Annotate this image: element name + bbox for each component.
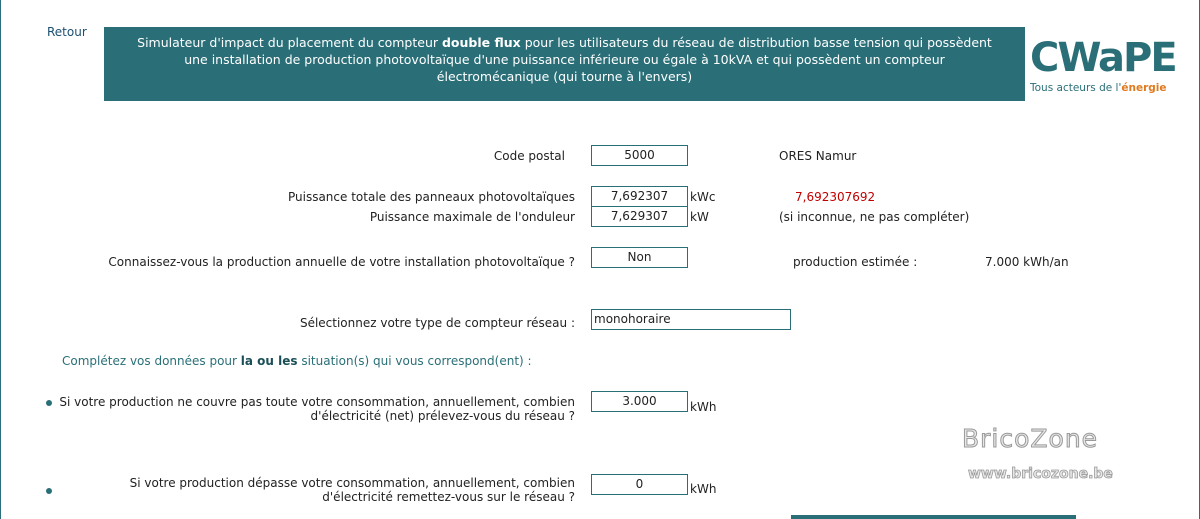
bricozone-watermark: BricoZone <box>962 424 1099 453</box>
header-line-3: électromécanique (qui tourne à l'envers) <box>436 69 693 84</box>
panels-power-computed: 7,692307692 <box>795 190 876 204</box>
inverter-power-hint: (si inconnue, ne pas compléter) <box>779 210 970 224</box>
postal-code-operator: ORES Namur <box>779 149 857 163</box>
back-link[interactable]: Retour <box>47 25 87 39</box>
consumption-question-line-2: d'électricité (net) prélevez-vous du réseau ? <box>310 409 575 423</box>
consumption-question-line-1: Si votre production ne couvre pas toute votre consommation, annuellement, combien <box>59 395 575 409</box>
postal-code-input[interactable]: 5000 <box>591 145 688 166</box>
inverter-power-unit: kW <box>690 210 709 224</box>
bottom-teal-bar <box>791 515 1076 519</box>
bullet-surplus <box>46 488 52 494</box>
consumption-input[interactable]: 3.000 <box>591 391 688 412</box>
logo-mark: CWaPE <box>1030 35 1176 81</box>
estimated-production-label: production estimée : <box>793 255 918 269</box>
meter-type-select[interactable]: monohoraire <box>591 309 791 330</box>
panels-power-label: Puissance totale des panneaux photovoltaïques <box>287 190 575 204</box>
page-header <box>104 27 1025 101</box>
header-line-2: une installation de production photovoltaïque d'une puissance inférieure ou égale à 10kVA et qui possèdent un compteur <box>184 52 945 67</box>
surplus-input[interactable]: 0 <box>591 474 688 495</box>
annual-production-label: Connaissez-vous la production annuelle de votre installation photovoltaïque ? <box>108 255 575 269</box>
bricozone-url: www.bricozone.be <box>968 466 1113 482</box>
postal-code-label: Code postal <box>493 149 565 163</box>
logo-tagline: Tous acteurs de l'énergie <box>1030 82 1167 94</box>
panels-power-unit: kWc <box>690 190 716 204</box>
inverter-power-input[interactable]: 7,629307 <box>591 206 688 227</box>
cwape-logo <box>1030 35 1180 108</box>
meter-type-label: Sélectionnez votre type de compteur réseau : <box>299 316 575 330</box>
surplus-unit: kWh <box>690 482 717 496</box>
surplus-question <box>80 476 575 504</box>
instruction-text: Complétez vos données pour la ou les situation(s) qui vous correspond(ent) : <box>62 354 532 368</box>
estimated-production-value: 7.000 kWh/an <box>985 255 1069 269</box>
header-line-1: Simulateur d'impact du placement du compteur double flux pour les utilisateurs du réseau de distribution basse tension qui possèdent <box>137 35 992 50</box>
panels-power-input[interactable]: 7,692307 <box>591 186 688 207</box>
inverter-power-label: Puissance maximale de l'onduleur <box>369 210 575 224</box>
annual-production-select[interactable]: Non <box>591 247 688 268</box>
consumption-unit: kWh <box>690 400 717 414</box>
surplus-question-line-2: d'électricité remettez-vous sur le réseau ? <box>322 490 575 504</box>
surplus-question-line-1: Si votre production dépasse votre consommation, annuellement, combien <box>129 476 575 490</box>
consumption-question <box>50 395 575 423</box>
